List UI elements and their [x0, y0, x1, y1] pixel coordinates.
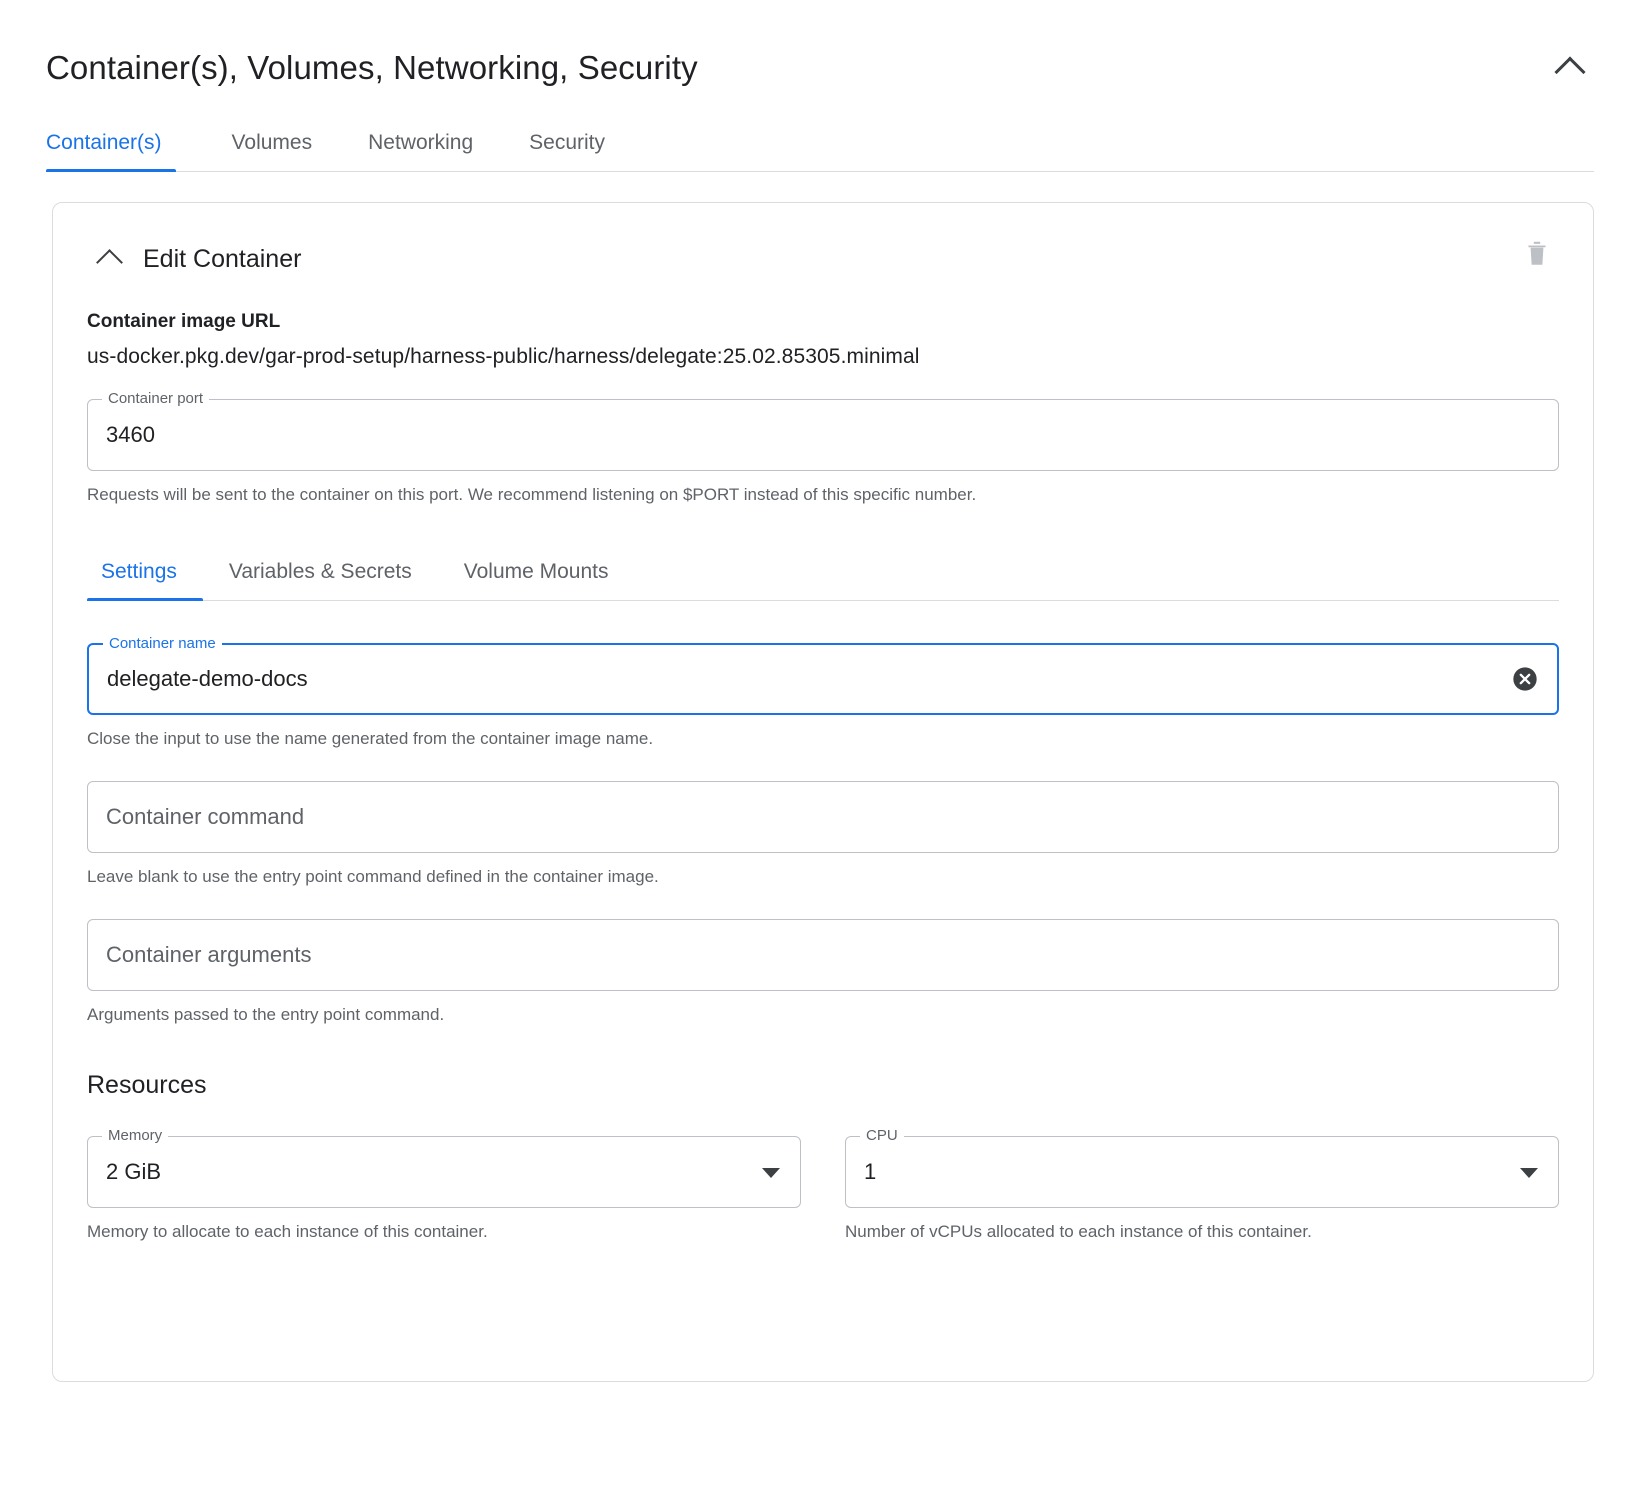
resources-row: [87, 1106, 1559, 1244]
memory-value: 2 GiB: [106, 1159, 162, 1184]
cpu-column: [845, 1106, 1559, 1244]
container-name-value: delegate-demo-docs: [107, 666, 308, 691]
cpu-select[interactable]: [845, 1127, 1559, 1208]
section-header: [0, 0, 1636, 92]
memory-column: [87, 1106, 801, 1244]
collapse-section-button[interactable]: [1546, 44, 1594, 92]
chevron-down-icon: [1520, 1168, 1538, 1178]
cpu-value: 1: [864, 1159, 877, 1184]
tab-volumes[interactable]: Volumes: [231, 131, 313, 154]
cpu-helper: Number of vCPUs allocated to each instance of this container.: [845, 1222, 1312, 1241]
edit-container-title: Edit Container: [143, 244, 302, 273]
container-port-label: Container port: [102, 390, 209, 408]
container-name-field[interactable]: [87, 635, 1559, 715]
container-port-helper: Requests will be sent to the container on this port. We recommend listening on $PORT instead of this specific number.: [87, 485, 977, 504]
container-name-helper: Close the input to use the name generated from the container image name.: [87, 729, 654, 748]
edit-container-header: [53, 203, 1593, 281]
container-image-url-label: Container image URL: [87, 311, 281, 332]
container-name-label: Container name: [103, 635, 222, 653]
page-title: Container(s), Volumes, Networking, Security: [46, 49, 698, 86]
container-port-value: 3460: [106, 422, 155, 447]
container-arguments-field[interactable]: [87, 919, 1559, 991]
delete-container-button[interactable]: [1515, 231, 1559, 275]
cpu-label: CPU: [860, 1127, 904, 1144]
container-image-url-value: us-docker.pkg.dev/gar-prod-setup/harness-public/harness/delegate:25.02.85305.minimal: [87, 345, 920, 368]
container-command-helper: Leave blank to use the entry point command defined in the container image.: [87, 867, 659, 886]
tab-networking[interactable]: Networking: [368, 131, 474, 154]
inner-tab-bar: [87, 545, 1559, 601]
tab-containers[interactable]: Container(s): [46, 131, 190, 171]
container-arguments-helper: Arguments passed to the entry point command.: [87, 1005, 445, 1024]
container-port-field[interactable]: [87, 390, 1559, 471]
collapse-container-button[interactable]: [87, 237, 131, 281]
container-command-placeholder: Container command: [106, 804, 305, 829]
trash-icon: [1524, 238, 1550, 268]
chevron-down-icon: [762, 1168, 780, 1178]
container-arguments-placeholder: Container arguments: [106, 942, 312, 967]
container-command-field[interactable]: [87, 781, 1559, 853]
chevron-up-icon: [96, 249, 123, 276]
memory-label: Memory: [102, 1127, 168, 1144]
memory-helper: Memory to allocate to each instance of this container.: [87, 1222, 488, 1241]
edit-container-body: [53, 311, 1593, 1244]
tab-volume-mounts[interactable]: Volume Mounts: [463, 560, 609, 583]
outer-tab-bar: [46, 118, 1594, 172]
edit-container-card: [52, 202, 1594, 1382]
tab-variables-secrets[interactable]: Variables & Secrets: [228, 560, 412, 583]
resources-heading: Resources: [87, 1071, 207, 1099]
memory-select[interactable]: [87, 1127, 801, 1208]
tab-security[interactable]: Security: [529, 131, 605, 154]
tab-settings[interactable]: Settings: [87, 560, 203, 600]
clear-circle-icon[interactable]: [1511, 665, 1539, 693]
chevron-up-icon: [1554, 56, 1585, 87]
